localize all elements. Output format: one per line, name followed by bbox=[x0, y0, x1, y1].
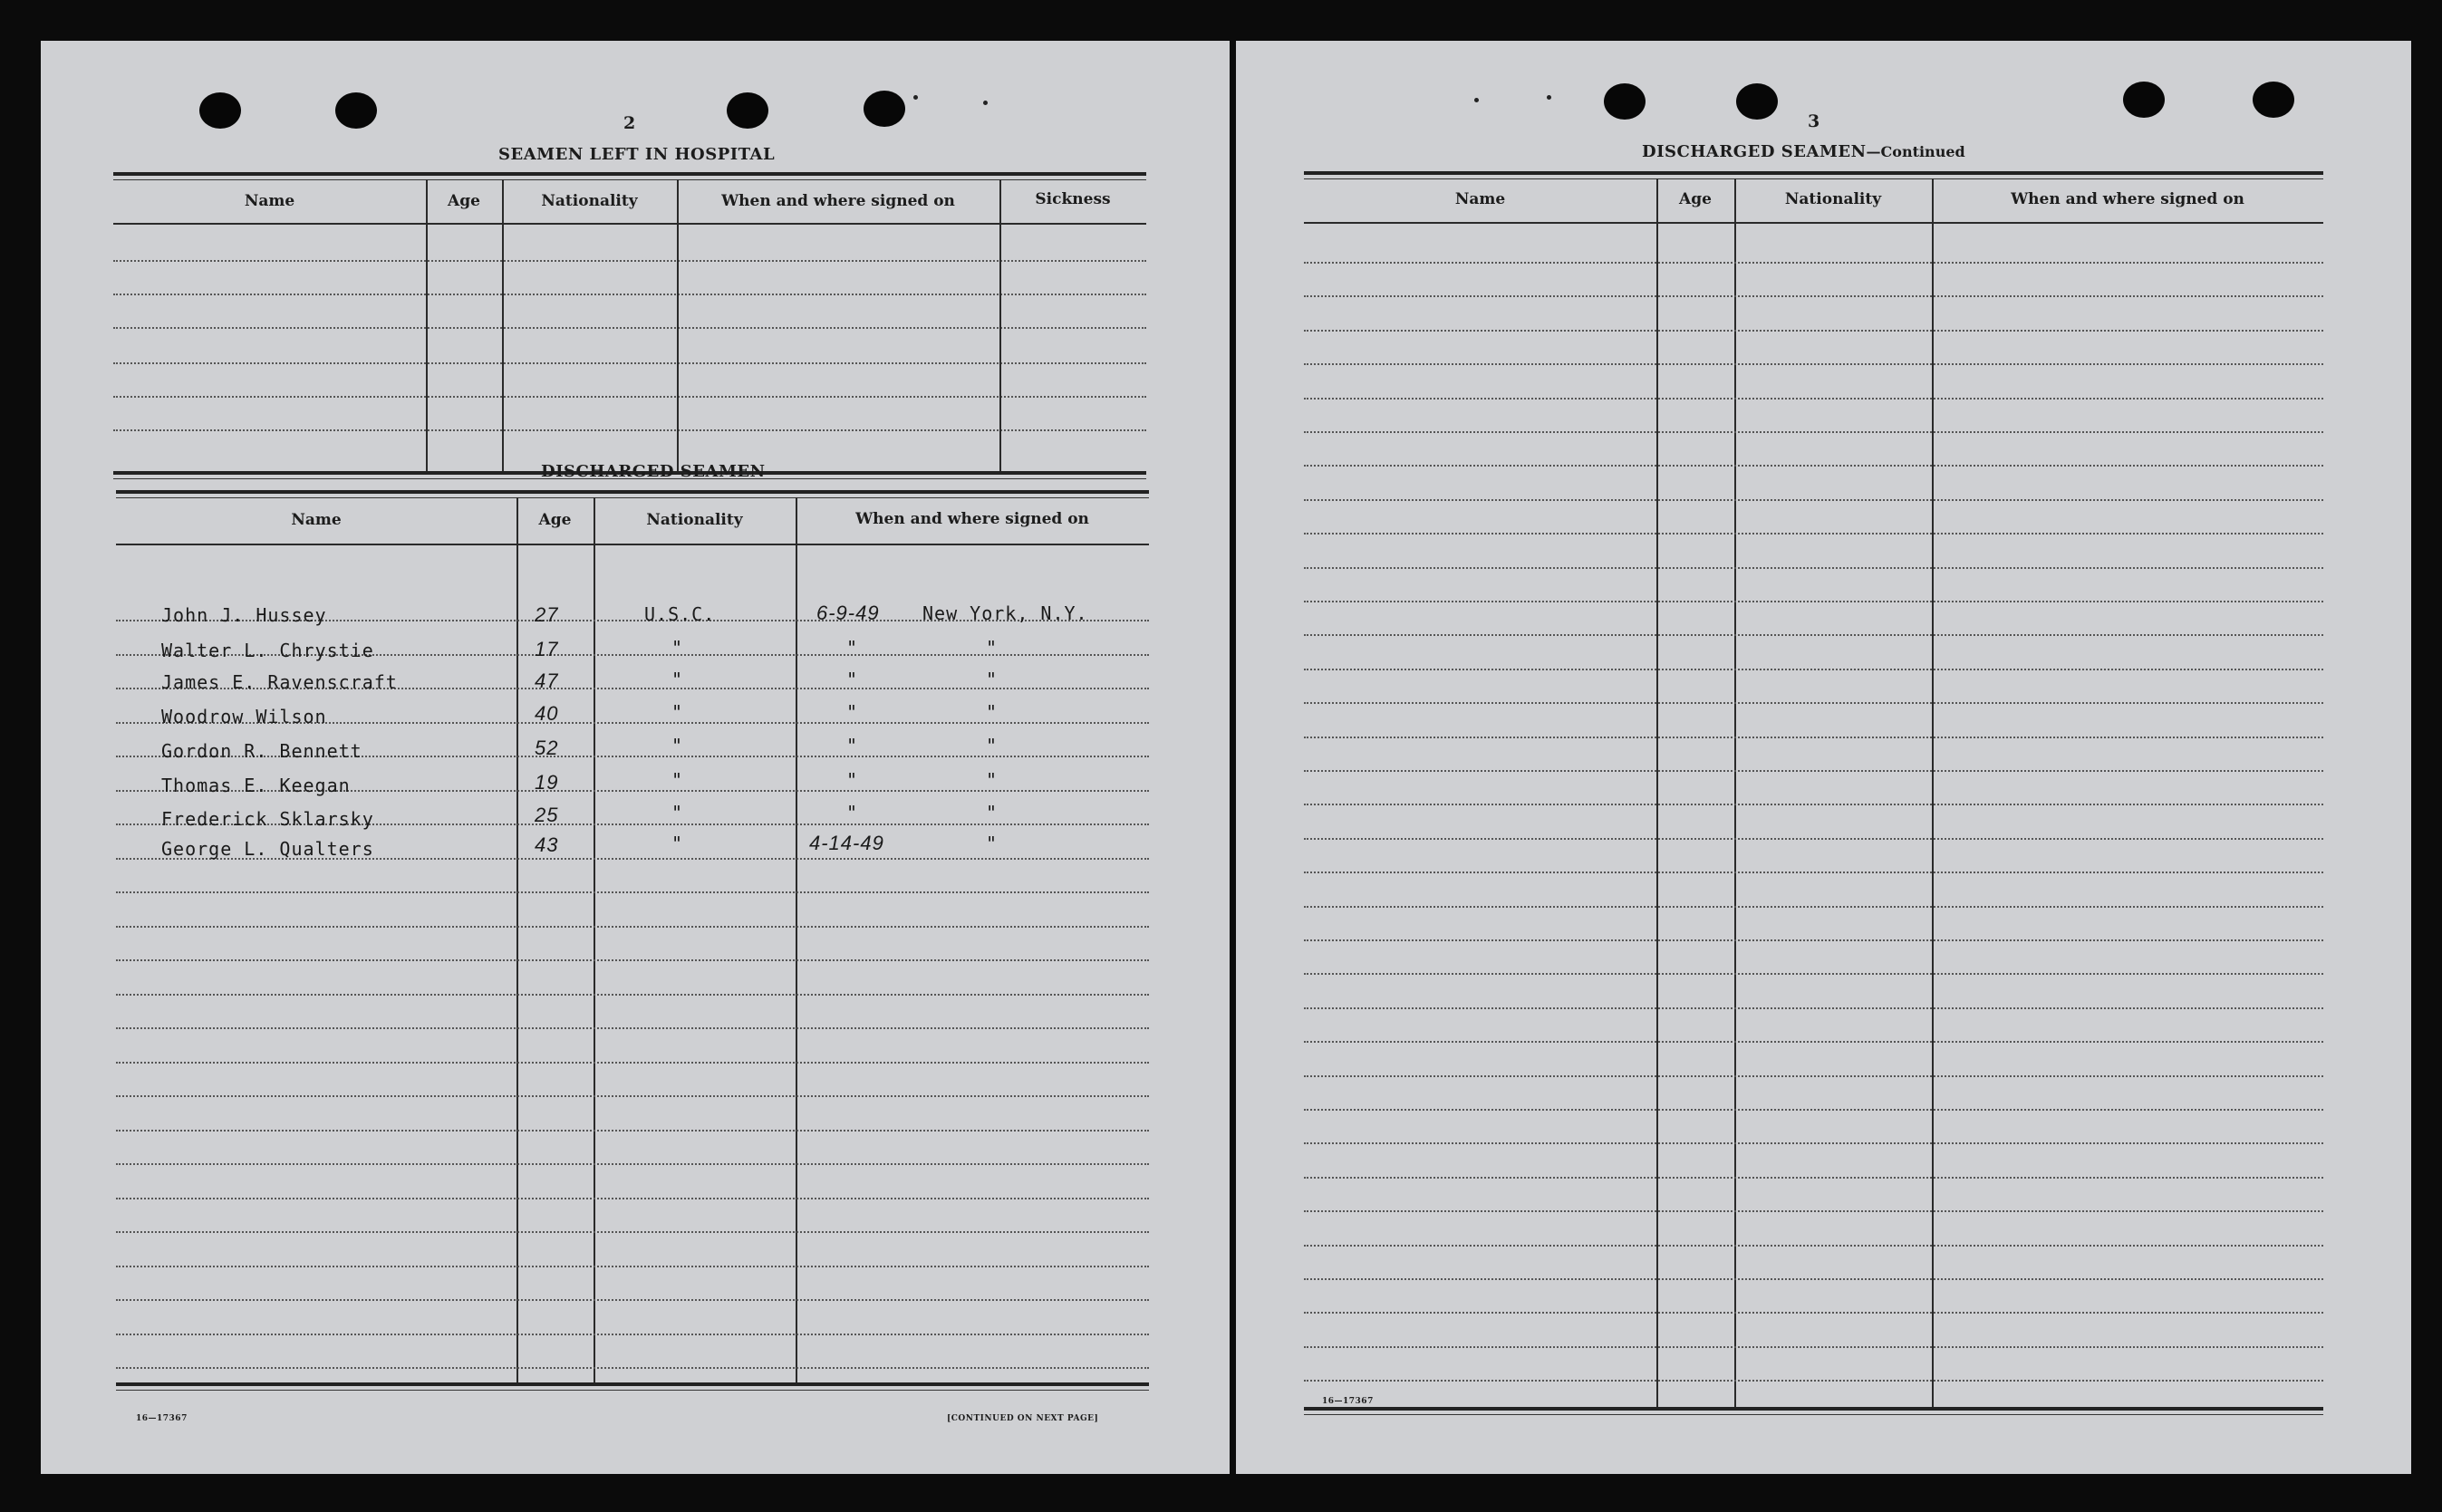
column-divider bbox=[796, 497, 797, 1382]
ink-speck bbox=[983, 101, 988, 105]
row-5-name: Gordon R. Bennett bbox=[161, 740, 362, 762]
row-5-nationality: " bbox=[671, 735, 684, 756]
blank-line bbox=[1304, 1177, 2323, 1179]
row-6-nationality: " bbox=[671, 769, 684, 791]
row-6-name: Thomas E. Keegan bbox=[161, 775, 351, 796]
blank-line bbox=[1304, 804, 2323, 805]
blank-line bbox=[1304, 398, 2323, 400]
punch-hole bbox=[199, 92, 241, 129]
blank-line bbox=[116, 1027, 1149, 1029]
row-6-date: " bbox=[846, 769, 859, 791]
blank-line bbox=[1304, 939, 2323, 941]
row-7-date: " bbox=[846, 802, 859, 823]
table-top-rule bbox=[113, 172, 1146, 176]
blank-line bbox=[1304, 906, 2323, 908]
row-1-date: 6-9-49 bbox=[816, 602, 880, 624]
title-text: DISCHARGED SEAMEN bbox=[1642, 142, 1867, 161]
row-1-age: 27 bbox=[535, 603, 559, 626]
blank-line bbox=[1304, 330, 2323, 332]
row-2-age: 17 bbox=[535, 638, 559, 660]
row-8-date: 4-14-49 bbox=[809, 832, 884, 854]
header-rule bbox=[116, 544, 1149, 545]
blank-line bbox=[1304, 634, 2323, 636]
row-8-place: " bbox=[986, 833, 999, 854]
row-3-name: James E. Ravenscraft bbox=[161, 671, 398, 693]
blank-line bbox=[1304, 499, 2323, 501]
blank-line bbox=[1304, 1245, 2323, 1247]
blank-line bbox=[1304, 1075, 2323, 1077]
blank-line bbox=[1304, 363, 2323, 365]
continued-note: [CONTINUED ON NEXT PAGE] bbox=[947, 1414, 1099, 1423]
row-3-place: " bbox=[986, 669, 999, 690]
row-4-nationality: " bbox=[671, 701, 684, 723]
blank-line bbox=[116, 959, 1149, 961]
blank-line bbox=[113, 362, 1146, 364]
blank-line bbox=[1304, 465, 2323, 467]
blank-line bbox=[1304, 737, 2323, 738]
punch-hole bbox=[727, 92, 768, 129]
header-rule bbox=[113, 223, 1146, 225]
title-suffix: —Continued bbox=[1866, 143, 1965, 160]
table-top-rule bbox=[1304, 178, 2323, 179]
blank-line bbox=[1304, 702, 2323, 704]
punch-hole bbox=[864, 91, 905, 127]
hospital-section-title: SEAMEN LEFT IN HOSPITAL bbox=[498, 145, 776, 164]
row-6-place: " bbox=[986, 769, 999, 791]
blank-line bbox=[1304, 973, 2323, 975]
blank-line bbox=[116, 1198, 1149, 1199]
blank-line bbox=[113, 396, 1146, 398]
row-2-date: " bbox=[846, 637, 859, 659]
blank-line bbox=[1304, 533, 2323, 534]
blank-line bbox=[116, 1062, 1149, 1064]
blank-line bbox=[1304, 431, 2323, 433]
blank-line bbox=[1304, 770, 2323, 772]
punch-hole bbox=[335, 92, 377, 129]
row-8-name: George L. Qualters bbox=[161, 838, 374, 860]
blank-line bbox=[1304, 1007, 2323, 1009]
row-7-name: Frederick Sklarsky bbox=[161, 808, 374, 830]
column-divider bbox=[594, 497, 595, 1382]
ink-speck bbox=[1474, 98, 1479, 102]
blank-line bbox=[1304, 1346, 2323, 1348]
blank-line bbox=[113, 260, 1146, 262]
blank-line bbox=[1304, 872, 2323, 873]
row-2-name: Walter L. Chrystie bbox=[161, 640, 374, 661]
column-divider bbox=[677, 179, 679, 471]
column-header-signed-on: When and where signed on bbox=[855, 510, 1089, 528]
blank-line bbox=[1304, 838, 2323, 840]
row-7-place: " bbox=[986, 802, 999, 823]
punch-hole bbox=[2253, 82, 2294, 118]
blank-line bbox=[113, 327, 1146, 329]
row-1-place: New York, N.Y. bbox=[922, 602, 1088, 624]
table-top-rule bbox=[1304, 171, 2323, 175]
right-page bbox=[1236, 41, 2411, 1474]
table-bottom-rule bbox=[1304, 1407, 2323, 1411]
row-3-nationality: " bbox=[671, 669, 684, 690]
blank-line bbox=[116, 1266, 1149, 1267]
column-header-signed-on: When and where signed on bbox=[2011, 190, 2244, 208]
table-top-rule bbox=[113, 179, 1146, 180]
page-number: 3 bbox=[1808, 111, 1820, 131]
row-5-place: " bbox=[986, 735, 999, 756]
header-rule bbox=[1304, 222, 2323, 224]
blank-line bbox=[113, 429, 1146, 431]
table-top-rule bbox=[116, 490, 1149, 494]
blank-line bbox=[116, 926, 1149, 928]
blank-line bbox=[1304, 1210, 2323, 1212]
column-divider bbox=[999, 179, 1001, 471]
blank-line bbox=[1304, 262, 2323, 264]
blank-line bbox=[1304, 669, 2323, 670]
column-header-age: Age bbox=[538, 511, 572, 529]
row-7-nationality: " bbox=[671, 802, 684, 823]
column-header-name: Name bbox=[244, 192, 295, 210]
ink-speck bbox=[1547, 95, 1551, 100]
row-1-nationality: U.S.C. bbox=[644, 603, 716, 625]
row-3-date: " bbox=[846, 669, 859, 690]
blank-line bbox=[1304, 1041, 2323, 1043]
table-bottom-rule bbox=[116, 1382, 1149, 1386]
row-3-age: 47 bbox=[535, 669, 559, 692]
row-7-age: 25 bbox=[535, 804, 559, 826]
blank-line bbox=[116, 1163, 1149, 1165]
blank-line bbox=[1304, 1278, 2323, 1280]
row-4-date: " bbox=[846, 701, 859, 723]
punch-hole bbox=[1604, 83, 1646, 120]
ink-speck bbox=[913, 95, 918, 100]
row-6-age: 19 bbox=[535, 771, 559, 794]
blank-line bbox=[1304, 601, 2323, 602]
blank-line bbox=[1304, 567, 2323, 569]
blank-line bbox=[116, 1367, 1149, 1369]
punch-hole bbox=[2123, 82, 2165, 118]
row-4-place: " bbox=[986, 701, 999, 723]
hospital-table bbox=[113, 172, 1146, 485]
blank-line bbox=[1304, 295, 2323, 297]
row-5-age: 52 bbox=[535, 737, 559, 759]
column-header-age: Age bbox=[1679, 190, 1712, 208]
column-divider bbox=[426, 179, 428, 471]
discharged-table bbox=[116, 490, 1149, 1401]
blank-line bbox=[113, 294, 1146, 295]
row-1-name: John J. Hussey bbox=[161, 604, 327, 626]
row-4-name: Woodrow Wilson bbox=[161, 706, 327, 727]
row-8-nationality: " bbox=[671, 833, 684, 854]
blank-line bbox=[116, 994, 1149, 996]
discharged-continued-title bbox=[1642, 142, 1965, 161]
form-number: 16—17367 bbox=[1322, 1397, 1374, 1406]
punch-hole bbox=[1736, 83, 1778, 120]
row-5-date: " bbox=[846, 735, 859, 756]
blank-line bbox=[116, 1231, 1149, 1233]
page-number: 2 bbox=[623, 113, 636, 133]
column-header-nationality: Nationality bbox=[646, 511, 743, 529]
column-header-age: Age bbox=[448, 192, 480, 210]
blank-line bbox=[116, 891, 1149, 893]
blank-line bbox=[1304, 1142, 2323, 1144]
row-4-age: 40 bbox=[535, 702, 559, 725]
discharged-section-title: DISCHARGED SEAMEN bbox=[541, 462, 766, 481]
blank-line bbox=[116, 1334, 1149, 1335]
blank-line bbox=[1304, 1109, 2323, 1111]
row-2-place: " bbox=[986, 637, 999, 659]
column-header-name: Name bbox=[291, 511, 342, 529]
blank-line bbox=[116, 1299, 1149, 1301]
column-header-signed-on: When and where signed on bbox=[721, 192, 955, 210]
column-divider bbox=[516, 497, 518, 1382]
column-header-name: Name bbox=[1454, 190, 1506, 208]
column-header-sickness: Sickness bbox=[1035, 190, 1111, 208]
column-header-nationality: Nationality bbox=[1784, 190, 1882, 208]
table-top-rule bbox=[116, 497, 1149, 498]
blank-line bbox=[116, 1095, 1149, 1097]
table-bottom-rule bbox=[116, 1390, 1149, 1391]
blank-line bbox=[116, 1130, 1149, 1132]
form-number: 16—17367 bbox=[136, 1414, 188, 1423]
column-header-nationality: Nationality bbox=[541, 192, 638, 210]
table-bottom-rule bbox=[1304, 1414, 2323, 1415]
row-2-nationality: " bbox=[671, 637, 684, 659]
blank-line bbox=[1304, 1312, 2323, 1314]
discharged-continued-table bbox=[1304, 171, 2323, 1426]
row-8-age: 43 bbox=[535, 833, 559, 856]
blank-line bbox=[1304, 1380, 2323, 1382]
column-divider bbox=[502, 179, 504, 471]
left-page bbox=[41, 41, 1230, 1474]
